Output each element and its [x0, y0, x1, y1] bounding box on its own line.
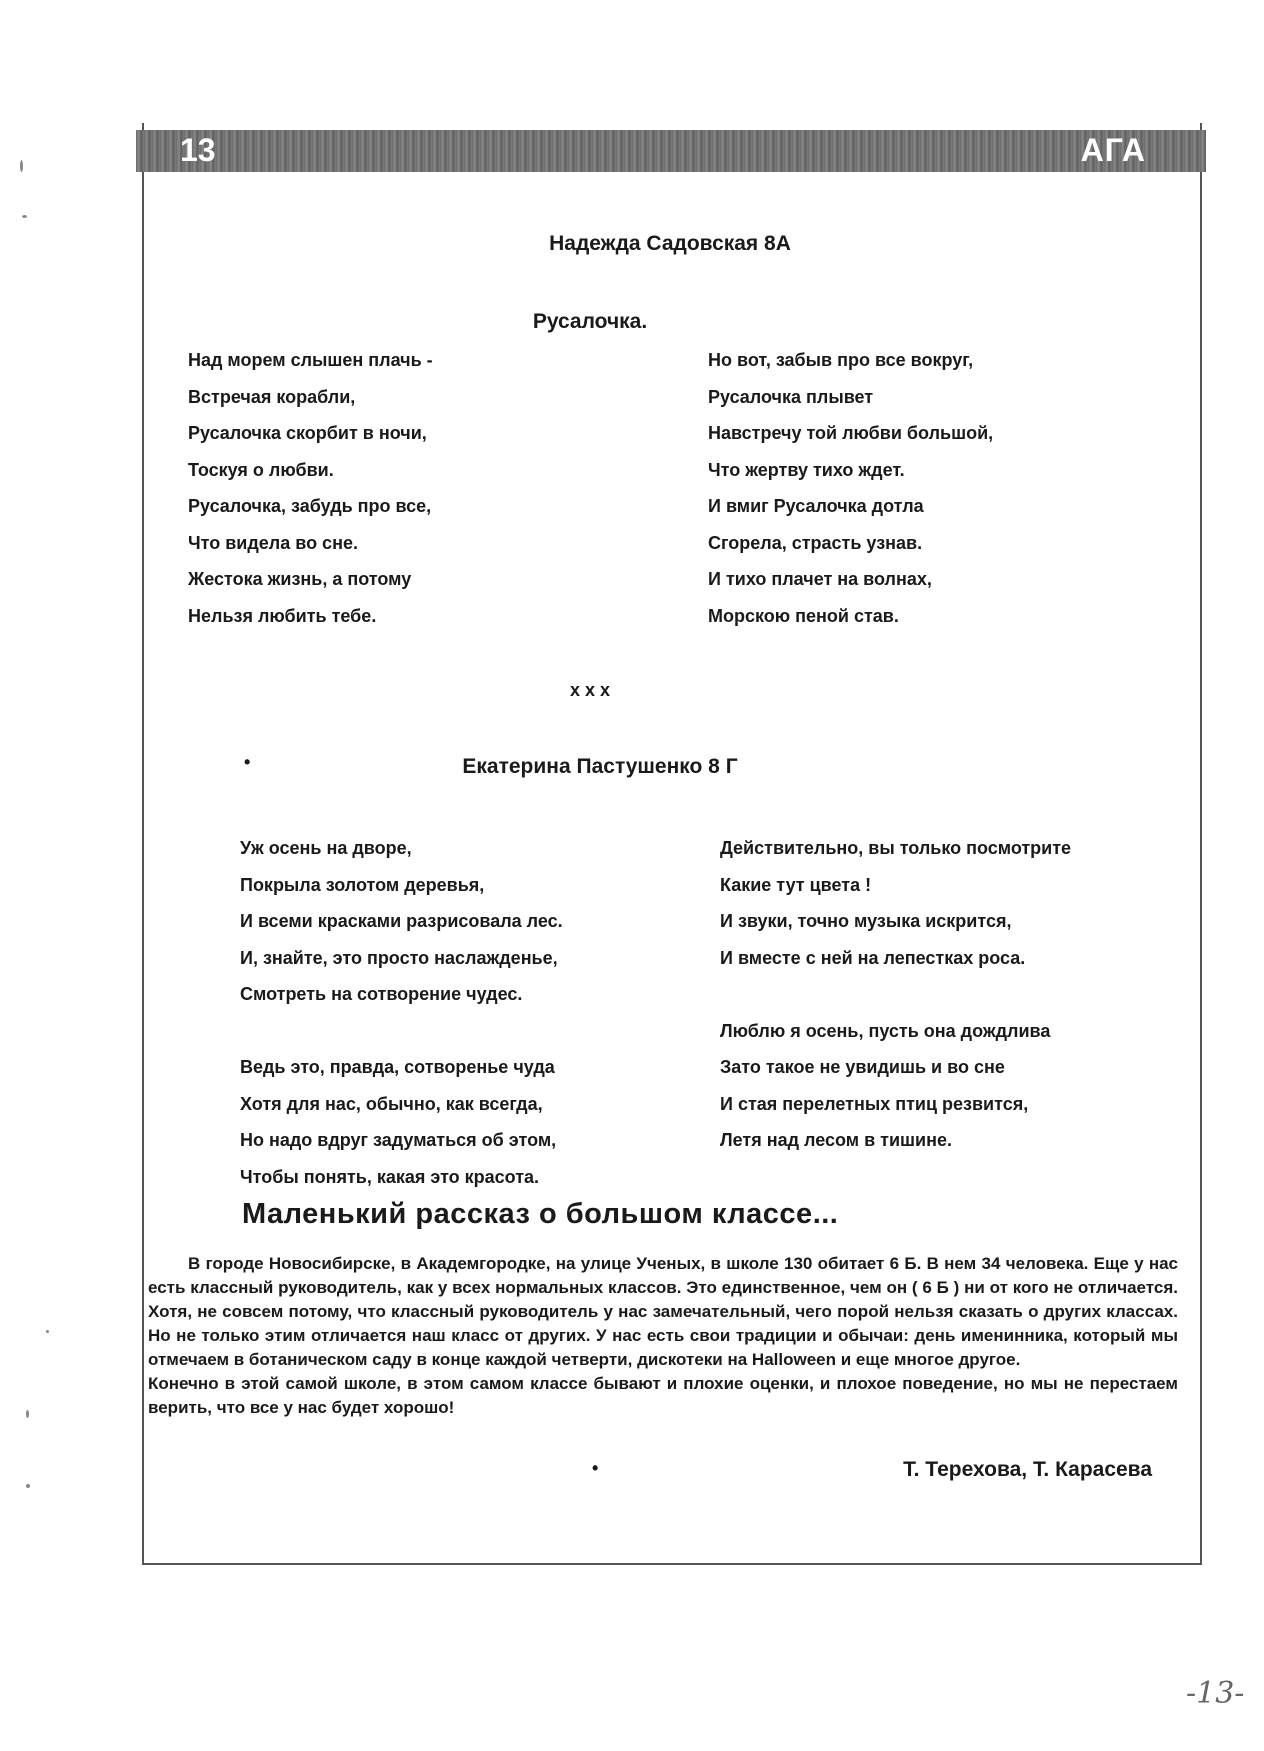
- poem-line: Что видела во сне.: [188, 532, 358, 553]
- poem-line: И тихо плачет на волнах,: [708, 569, 932, 589]
- newspaper-title: АГА: [1080, 132, 1146, 168]
- poem-line: Люблю я осень, пусть она дождлива: [720, 1020, 1051, 1041]
- poem-line: [720, 976, 1071, 1013]
- poem-line: И стая перелетных птиц резвится,: [720, 1093, 1029, 1114]
- poem-line: Чтобы понять, какая это красота.: [240, 1166, 540, 1187]
- poem-line: И вмиг Русалочка дотла: [708, 496, 924, 516]
- bullet-dot: •: [592, 1458, 599, 1478]
- poem2-right-column: [720, 830, 1071, 1159]
- poem-line: Но надо вдруг задуматься об этом,: [240, 1130, 557, 1150]
- poem-line: Но вот, забыв про все вокруг,: [708, 350, 974, 370]
- story-authors: Т. Терехова, Т. Карасева: [903, 1458, 1152, 1481]
- poem-line: Морскою пеной став.: [708, 605, 899, 626]
- header-bar: [136, 130, 1206, 172]
- poem2-left-column: [240, 830, 563, 1195]
- poem1-right-column: [708, 342, 993, 634]
- poem-line: Русалочка плывет: [708, 386, 874, 407]
- poem1-left-column: [188, 342, 433, 634]
- poem1-title: Русалочка.: [532, 310, 648, 333]
- story-body: [148, 1252, 1178, 1420]
- poem-line: Покрыла золотом деревья,: [240, 874, 485, 895]
- poem-line: Действительно, вы только посмотрите: [720, 838, 1072, 858]
- poem-line: Сгорела, страсть узнав.: [708, 532, 923, 553]
- handwritten-page-mark: -13-: [1186, 1676, 1245, 1711]
- poem-separator: x x x: [569, 680, 611, 700]
- poem-line: Летя над лесом в тишине.: [720, 1130, 952, 1150]
- scan-speck: [26, 1410, 29, 1418]
- page-number: 13: [180, 132, 216, 168]
- poem-line: И всеми красками разрисовала лес.: [240, 911, 563, 931]
- poem-line: И вместе с ней на лепестках роса.: [720, 947, 1026, 968]
- story-paragraph-2: Конечно в этой самой школе, в этом самом классе бывают и плохие оценки, и плохое поведение, но мы не перестаем верить, что все у нас будет хорошо!: [148, 1374, 1178, 1417]
- poem-line: Навстречу той любви большой,: [708, 423, 994, 443]
- poem-line: Ведь это, правда, сотворенье чуда: [240, 1057, 555, 1077]
- poem2-author: Екатерина Пастушенко 8 Г: [462, 755, 738, 778]
- poem-line: Встречая корабли,: [188, 386, 356, 407]
- poem-line: Русалочка, забудь про все,: [188, 496, 432, 516]
- poem-line: Нельзя любить тебе.: [188, 605, 377, 626]
- poem-line: Русалочка скорбит в ночи,: [188, 423, 427, 443]
- poem-line: И звуки, точно музыка искрится,: [720, 911, 1012, 931]
- poem-line: [240, 1013, 563, 1050]
- poem-line: Над морем слышен плачь -: [188, 350, 433, 370]
- poem-line: Зато такое не увидишь и во сне: [720, 1057, 1005, 1077]
- scan-speck: [46, 1330, 49, 1333]
- poem1-author: Надежда Садовская 8А: [549, 232, 791, 255]
- poem-line: Какие тут цвета !: [720, 874, 872, 895]
- story-paragraph-1: В городе Новосибирске, в Академгородке, на улице Ученых, в школе 130 обитает 6 Б. В нем 34 человека. Еще у нас есть классный руководитель, как у всех нормальных классов. Это единственное, чем он ( 6 Б ) ни от кого не отличается. Хотя, не совсем потому, что классный руководитель у нас замечательный, чего порой нельзя сказать о других классах. Но не только этим отличается наш класс от других. У нас есть свои традиции и обычаи: день именинника, который мы отмечаем в ботаническом саду в конце каждой четверти, дискотеки на Halloween и еще многое другое.: [148, 1254, 1178, 1369]
- poem-line: Уж осень на дворе,: [240, 838, 412, 858]
- poem-line: Что жертву тихо ждет.: [708, 459, 905, 480]
- scan-speck: [22, 215, 27, 218]
- poem-line: Хотя для нас, обычно, как всегда,: [240, 1093, 543, 1114]
- poem-line: И, знайте, это просто наслажденье,: [240, 947, 558, 968]
- scan-speck: [20, 160, 23, 172]
- poem-line: Тоскуя о любви.: [188, 459, 334, 480]
- bullet-dot: •: [244, 752, 251, 772]
- poem-line: Жестока жизнь, а потому: [188, 569, 412, 589]
- story-title: Маленький рассказ о большом классе...: [242, 1198, 839, 1230]
- scan-speck: [26, 1484, 30, 1488]
- poem-line: Смотреть на сотворение чудес.: [240, 984, 523, 1004]
